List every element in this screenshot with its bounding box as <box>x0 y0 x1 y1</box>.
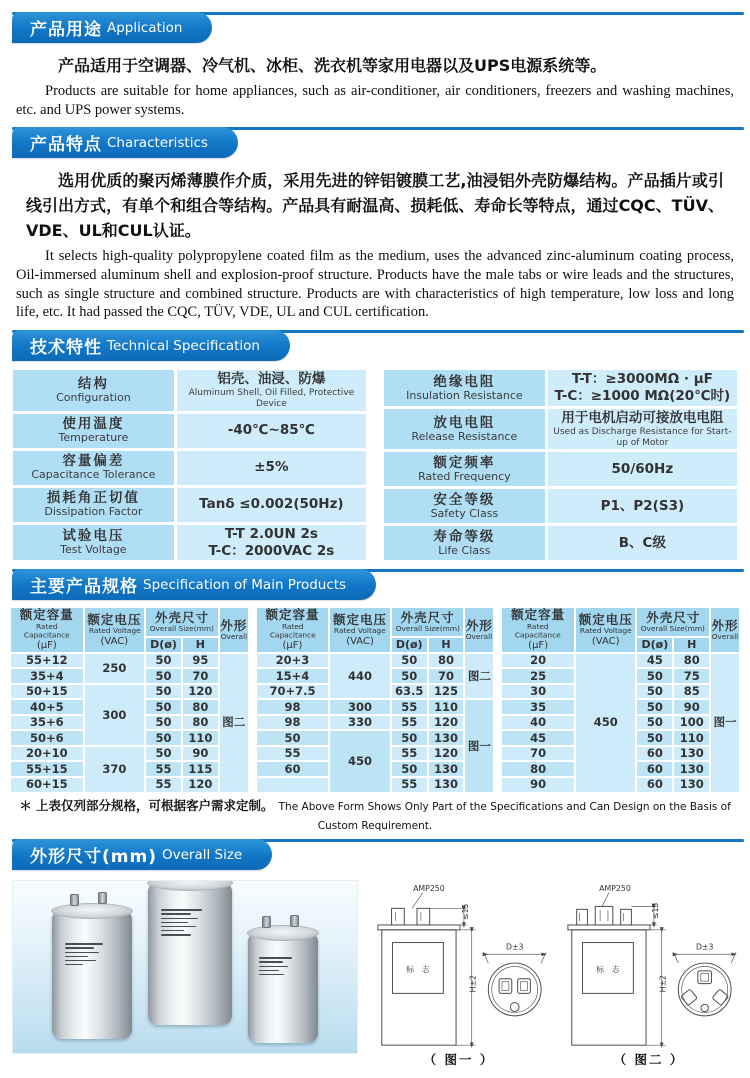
col-header-capacitance <box>501 607 575 653</box>
custom-note <box>14 795 736 833</box>
section-title-zh: 外形尺寸(mm) <box>30 847 157 868</box>
h-cell: 130 <box>673 746 710 762</box>
capacitor-print <box>161 909 210 935</box>
fig-cell: 图二 <box>219 653 249 793</box>
header-en: Overall <box>711 632 739 641</box>
col-header-h: H <box>673 637 710 653</box>
figure-2-caption: （ 图二 ） <box>613 1052 685 1068</box>
cap-cell: 50 <box>256 730 330 746</box>
cap-cell: 40 <box>501 715 575 731</box>
tech-spec-table-left <box>10 367 369 563</box>
tech-spec-tables <box>10 367 740 563</box>
d-cell: 55 <box>391 777 428 793</box>
h-cell: 70 <box>182 668 219 684</box>
spec-label-zh: 结构 <box>77 376 109 393</box>
d-cell: 50 <box>145 715 182 731</box>
capacitor-photo-right <box>248 933 318 1043</box>
cap-cell: 40+5 <box>10 699 84 715</box>
spec-label-en: Rated Frequency <box>418 470 511 484</box>
d-cell: 60 <box>636 761 673 777</box>
cap-cell: 35+4 <box>10 668 84 684</box>
h-cell: 80 <box>182 699 219 715</box>
section-title-en: Overall Size <box>161 846 243 863</box>
d-cell: 50 <box>636 699 673 715</box>
section-title-en: Application <box>107 19 183 36</box>
cap-cell: 20 <box>501 653 575 669</box>
volt-cell: 300 <box>329 699 391 715</box>
header-zh: 外形 <box>220 617 248 633</box>
header-unit: (μF) <box>36 639 57 651</box>
section-title-zh: 产品用途 <box>30 20 102 40</box>
section-header-overall-size <box>0 839 750 872</box>
cap-cell <box>256 777 330 793</box>
h-cell: 75 <box>673 668 710 684</box>
d-cell: 50 <box>145 699 182 715</box>
section-title-en: Specification of Main Products <box>143 576 347 593</box>
figure-1-svg <box>366 880 552 1052</box>
h-cell: 110 <box>182 730 219 746</box>
spec-value: 铝壳、油浸、防爆 <box>217 371 326 388</box>
d-cell: 50 <box>636 715 673 731</box>
main-spec-tables <box>9 606 741 792</box>
spec-value: B、C级 <box>618 535 666 552</box>
spec-value-sub: Used as Discharge Resistance for Start-up of Motor <box>553 426 732 448</box>
spec-value-cell <box>175 486 367 523</box>
volt-cell: 370 <box>84 746 146 793</box>
col-header-h: H <box>428 637 465 653</box>
d-cell: 50 <box>636 730 673 746</box>
cap-cell: 55+15 <box>10 761 84 777</box>
cap-cell: 50+15 <box>10 684 84 700</box>
h-cell: 110 <box>673 730 710 746</box>
characteristics-text-en: It selects high-quality polypropylene coated film as the medium, uses the advanced zinc-aluminum coating process, Oil-immersed aluminum shell and explosion-proof structure. Products have the male tabs or wire leads and the structures, such as single structure and combined structure. Products are with characteristics of high temperature, low loss and long life, etc. It had passed the CQC, TÜV, VDE, UL and CUL certification. <box>16 247 734 321</box>
table-row <box>383 525 739 562</box>
dim-15-label: ≤15 <box>460 903 470 921</box>
h-cell: 80 <box>673 653 710 669</box>
cap-cell: 50+6 <box>10 730 84 746</box>
table-row <box>12 486 368 523</box>
header-zh: 额定电压 <box>87 611 142 627</box>
col-header-voltage <box>329 607 391 653</box>
cap-cell: 35 <box>501 699 575 715</box>
spec-value: T-T 2.0UN 2s <box>224 525 318 542</box>
h-cell: 130 <box>428 777 465 793</box>
cap-cell: 20+10 <box>10 746 84 762</box>
header-unit: (VAC) <box>100 635 129 647</box>
dim-d-label: D±3 <box>505 942 524 952</box>
cap-cell: 60 <box>256 761 330 777</box>
header-en: Rated Voltage <box>88 626 141 635</box>
section-header-characteristics <box>0 127 750 160</box>
figure-1-caption: （ 图一 ） <box>423 1052 495 1068</box>
d-cell: 50 <box>145 684 182 700</box>
header-en: Overall <box>466 632 493 641</box>
col-header-d: D(ø) <box>145 637 182 653</box>
capacitor-body <box>52 911 132 1039</box>
col-header-size <box>636 607 710 637</box>
tech-spec-table-right <box>381 367 740 563</box>
cap-cell: 70 <box>501 746 575 762</box>
capacitor-lid <box>51 903 133 919</box>
spec-label-cell <box>383 525 547 562</box>
d-cell: 63.5 <box>391 684 428 700</box>
capacitor-body <box>148 883 232 1025</box>
h-cell: 90 <box>182 746 219 762</box>
main-spec-table-3 <box>500 606 741 793</box>
section-title-zh: 产品特点 <box>30 135 102 156</box>
section-title-en: Technical Specification <box>107 337 260 354</box>
h-cell: 100 <box>673 715 710 731</box>
d-cell: 55 <box>391 699 428 715</box>
header-unit: (VAC) <box>591 635 620 647</box>
h-cell: 90 <box>673 699 710 715</box>
spec-label-cell <box>12 369 176 412</box>
spec-value: 50/60Hz <box>611 461 674 478</box>
cap-cell: 98 <box>256 699 330 715</box>
terminal <box>262 916 271 928</box>
col-header-overall <box>219 607 249 653</box>
h-cell: 130 <box>673 777 710 793</box>
header-en: Rated Voltage <box>579 626 632 635</box>
spec-value-cell <box>546 369 738 408</box>
capacitor-print <box>65 943 111 965</box>
dim-h-label: H±2 <box>468 975 478 993</box>
figure-2-drawing <box>556 880 742 1068</box>
spec-value-cell <box>546 488 738 525</box>
spec-label-en: Release Resistance <box>411 430 518 443</box>
h-cell: 130 <box>428 761 465 777</box>
cap-cell: 15+4 <box>256 668 330 684</box>
volt-cell: 440 <box>329 653 391 700</box>
col-header-size <box>145 607 219 637</box>
table-row <box>256 715 495 731</box>
dim-d-label: D±3 <box>695 942 714 952</box>
d-cell: 60 <box>636 777 673 793</box>
section-title-en: Characteristics <box>107 134 208 151</box>
table-row <box>256 730 495 746</box>
spec-label-zh: 额定频率 <box>433 455 496 472</box>
col-header-d: D(ø) <box>391 637 428 653</box>
spec-value-cell <box>546 525 738 562</box>
cap-cell: 70+7.5 <box>256 684 330 700</box>
table-row <box>383 369 739 408</box>
header-unit: (μF) <box>282 639 303 651</box>
note-zh: ＊ 上表仅列部分规格，可根据客户需求定制。 <box>19 797 274 813</box>
h-cell: 125 <box>428 684 465 700</box>
header-en: Overall <box>220 632 247 641</box>
capacitor-print <box>259 957 300 975</box>
application-text-zh: 产品适用于空调器、冷气机、冰柜、洗衣机等家用电器以及UPS电源系统等。 <box>58 56 607 75</box>
header-tab <box>12 569 376 600</box>
header-zh: 外壳尺寸 <box>154 609 209 625</box>
cap-cell: 55 <box>256 746 330 762</box>
table-row <box>10 746 249 762</box>
col-header-size <box>391 607 465 637</box>
d-cell: 55 <box>391 746 428 762</box>
cap-cell: 90 <box>501 777 575 793</box>
header-en: Overall Size(mm) <box>641 624 706 633</box>
table-head <box>501 607 740 653</box>
col-header-voltage <box>575 607 637 653</box>
h-cell: 120 <box>182 684 219 700</box>
spec-value-cell <box>175 523 367 562</box>
header-tab <box>12 839 272 870</box>
spec-label-en: Safety Class <box>430 507 499 521</box>
header-zh: 外壳尺寸 <box>646 609 701 625</box>
spec-label-zh: 放电电阻 <box>433 414 496 431</box>
spec-label-zh: 容量偏差 <box>62 453 125 470</box>
spec-label-cell <box>12 412 176 449</box>
cap-cell: 60+15 <box>10 777 84 793</box>
table-head <box>256 607 495 653</box>
table-row <box>383 488 739 525</box>
h-cell: 70 <box>428 668 465 684</box>
spec-label-cell <box>12 486 176 523</box>
section-header-main-specification <box>0 569 750 602</box>
cap-cell: 30 <box>501 684 575 700</box>
volt-cell: 450 <box>329 730 391 792</box>
header-zh: 额定容量 <box>19 607 74 623</box>
d-cell: 50 <box>636 684 673 700</box>
spec-value-cell <box>175 412 367 449</box>
note-en: The Above Form Shows Only Part of the Specifications and Can Design on the Basis of Custom Requirement. <box>278 800 731 833</box>
dim-h-label: H±2 <box>658 975 668 993</box>
spec-value: T-C：≥1000 MΩ(20℃时) <box>554 388 731 405</box>
spec-label-en: Insulation Resistance <box>406 388 523 402</box>
h-cell: 110 <box>428 699 465 715</box>
h-cell: 115 <box>182 761 219 777</box>
header-en: Rated Voltage <box>334 626 386 635</box>
header-zh: 额定容量 <box>265 607 320 623</box>
cap-cell: 25 <box>501 668 575 684</box>
volt-cell: 300 <box>84 684 146 746</box>
table-row <box>501 653 740 669</box>
section-header-application <box>0 12 750 45</box>
spec-label-cell <box>383 408 547 451</box>
spec-label-zh: 绝缘电阻 <box>433 373 496 390</box>
figure-1-drawing <box>366 880 552 1068</box>
terminal <box>98 892 107 904</box>
cap-cell: 55+12 <box>10 653 84 669</box>
spec-value: -40℃~85℃ <box>227 422 315 439</box>
capacitor-lid <box>247 925 319 941</box>
h-cell: 130 <box>428 730 465 746</box>
capacitor-photo-left <box>52 911 132 1039</box>
spec-value: T-T：≥3000MΩ · μF <box>571 371 713 388</box>
section-title-zh: 技术特性 <box>30 338 102 359</box>
header-en: Rated Capacitance <box>515 622 562 640</box>
header-en: Overall Size(mm) <box>149 624 215 633</box>
dimension-drawings <box>366 880 742 1068</box>
spec-label-en: Configuration <box>56 391 131 405</box>
characteristics-text-zh: 选用优质的聚丙烯薄膜作介质，采用先进的锌铝镀膜工艺,油浸铝外壳防爆结构。产品插片或引线引出方式，有单个和组合等结构。产品具有耐温高、损耗低、寿命长等特点，通过CQC、TÜV、VDE、UL和CUL认证。 <box>26 171 724 241</box>
spec-label-cell <box>383 451 547 488</box>
header-tab <box>12 330 290 361</box>
header-zh: 额定容量 <box>511 607 566 623</box>
d-cell: 50 <box>145 653 182 669</box>
table-row <box>12 412 368 449</box>
amp250-label: AMP250 <box>413 884 445 894</box>
spec-label-zh: 损耗角正切值 <box>46 490 140 507</box>
cap-cell: 20+3 <box>256 653 330 669</box>
header-en: Overall Size(mm) <box>395 624 460 633</box>
d-cell: 50 <box>391 653 428 669</box>
d-cell: 50 <box>145 668 182 684</box>
h-cell: 120 <box>428 746 465 762</box>
h-cell: 120 <box>182 777 219 793</box>
d-cell: 50 <box>391 730 428 746</box>
spec-label-en: Life Class <box>438 544 491 558</box>
header-zh: 额定电压 <box>333 611 388 627</box>
h-cell: 80 <box>182 715 219 731</box>
volt-cell: 330 <box>329 715 391 731</box>
spec-label-cell <box>383 369 547 408</box>
table-row <box>10 684 249 700</box>
header-unit: (μF) <box>528 639 549 651</box>
d-cell: 45 <box>636 653 673 669</box>
header-en: Rated Capacitance <box>269 622 316 640</box>
col-header-capacitance <box>10 607 84 653</box>
spec-label-zh: 使用温度 <box>62 416 125 433</box>
h-cell: 95 <box>182 653 219 669</box>
terminal <box>70 894 79 906</box>
application-text-en: Products are suitable for home appliances, such as air-conditioner, air conditioners, freezers and washing machines, etc. and UPS power systems. <box>16 82 734 118</box>
d-cell: 55 <box>145 761 182 777</box>
spec-label-en: Temperature <box>58 431 129 445</box>
spec-label-en: Capacitance Tolerance <box>31 468 156 482</box>
main-spec-table-2 <box>255 606 496 793</box>
d-cell: 50 <box>391 668 428 684</box>
capacitor-body <box>248 933 318 1043</box>
spec-label-zh: 寿命等级 <box>433 529 496 546</box>
col-header-overall <box>710 607 740 653</box>
table-row <box>12 369 368 412</box>
table-row <box>383 451 739 488</box>
fig-cell: 图一 <box>710 653 740 793</box>
section-title-zh: 主要产品规格 <box>30 577 138 598</box>
fig-cell: 图二 <box>464 653 494 700</box>
section-header-technical-specification <box>0 330 750 363</box>
col-header-overall <box>464 607 494 653</box>
header-zh: 外形 <box>465 617 493 633</box>
table-row <box>12 449 368 486</box>
col-header-d: D(ø) <box>636 637 673 653</box>
spec-label-en: Test Voltage <box>60 543 127 557</box>
spec-label-cell <box>12 449 176 486</box>
table-row <box>10 653 249 669</box>
d-cell: 50 <box>145 730 182 746</box>
terminal <box>290 915 299 927</box>
h-cell: 120 <box>428 715 465 731</box>
col-header-capacitance <box>256 607 330 653</box>
table-row <box>12 523 368 562</box>
mark-label: 标 志 <box>596 965 620 975</box>
spec-label-en: Dissipation Factor <box>44 505 143 519</box>
table-row <box>383 408 739 451</box>
spec-label-zh: 安全等级 <box>433 492 496 509</box>
d-cell: 55 <box>145 777 182 793</box>
d-cell: 50 <box>145 746 182 762</box>
h-cell: 85 <box>673 684 710 700</box>
header-en: Rated Capacitance <box>23 622 70 640</box>
spec-label-cell <box>383 488 547 525</box>
overall-size-section <box>12 880 738 1068</box>
h-cell: 80 <box>428 653 465 669</box>
spec-value: P1、P2(S3) <box>600 498 685 515</box>
capacitor-photo-middle <box>148 883 232 1025</box>
d-cell: 50 <box>391 761 428 777</box>
figure-2-svg <box>556 880 742 1052</box>
header-unit: (VAC) <box>346 635 374 647</box>
spec-value-cell <box>546 451 738 488</box>
volt-cell: 250 <box>84 653 146 684</box>
header-zh: 外壳尺寸 <box>400 609 455 625</box>
col-header-h: H <box>182 637 219 653</box>
table-row <box>256 699 495 715</box>
cap-cell: 45 <box>501 730 575 746</box>
cap-cell: 80 <box>501 761 575 777</box>
table-head <box>10 607 249 653</box>
mark-label: 标 志 <box>406 965 430 975</box>
dim-15-label: ≤15 <box>650 902 660 920</box>
d-cell: 50 <box>636 668 673 684</box>
spec-label-cell <box>12 523 176 562</box>
table-row <box>256 653 495 669</box>
spec-value: Tanδ ≤0.002(50Hz) <box>199 496 344 513</box>
amp250-label: AMP250 <box>599 884 631 894</box>
spec-label-zh: 试验电压 <box>62 528 125 545</box>
d-cell: 55 <box>391 715 428 731</box>
cap-cell: 35+6 <box>10 715 84 731</box>
header-zh: 额定电压 <box>578 611 633 627</box>
main-spec-table-1 <box>9 606 250 793</box>
spec-value: T-C：2000VAC 2s <box>208 542 335 559</box>
spec-value: ±5% <box>254 459 289 476</box>
header-zh: 外形 <box>711 617 739 633</box>
header-tab <box>12 127 238 158</box>
spec-value-cell <box>175 369 367 412</box>
capacitor-lid <box>147 880 233 891</box>
h-cell: 130 <box>673 761 710 777</box>
col-header-voltage <box>84 607 146 653</box>
capacitor-product-photo <box>12 880 358 1054</box>
header-tab <box>12 12 212 43</box>
spec-value-cell <box>546 408 738 451</box>
volt-cell: 450 <box>575 653 637 793</box>
spec-value: 用于电机启动可接放电电阻 <box>561 410 724 426</box>
d-cell: 60 <box>636 746 673 762</box>
cap-cell: 98 <box>256 715 330 731</box>
spec-value-sub: Aluminum Shell, Oil Filled, Protective Device <box>188 388 355 409</box>
fig-cell: 图一 <box>464 699 494 792</box>
spec-value-cell <box>175 449 367 486</box>
